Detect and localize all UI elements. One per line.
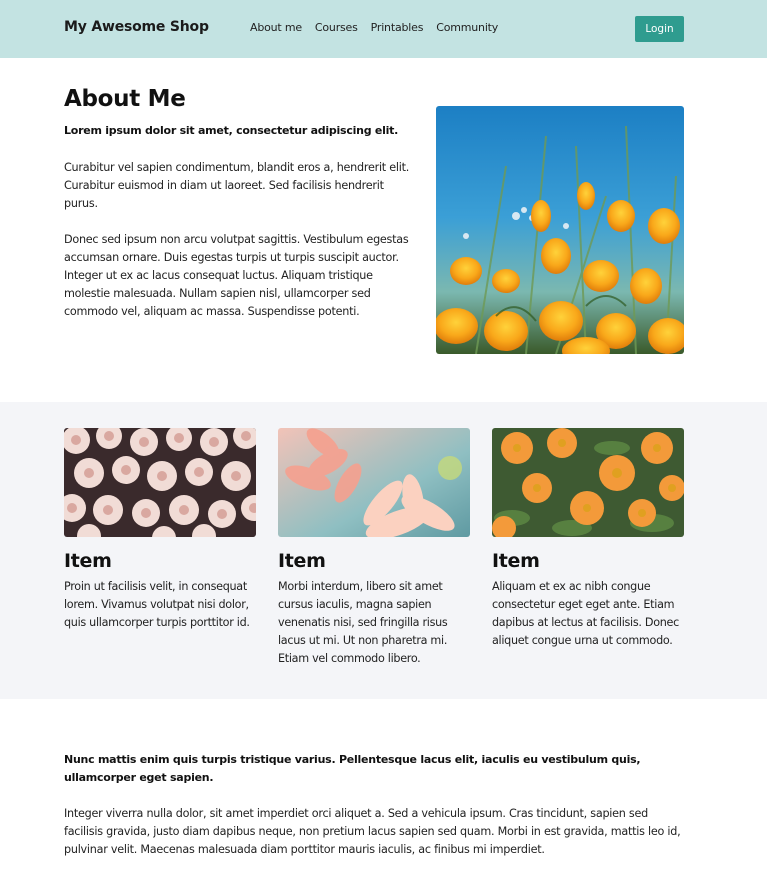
nav-link-courses[interactable]: Courses <box>314 21 358 34</box>
nav-link-community[interactable]: Community <box>436 21 499 34</box>
item-card-1 <box>64 428 256 632</box>
dahlia-photo <box>278 428 470 537</box>
item-title-1: Item <box>64 550 112 572</box>
about-lead-text: Lorem ipsum dolor sit amet, consectetur adipiscing elit. <box>64 124 399 137</box>
poppies-photo <box>436 106 684 354</box>
item-title-2: Item <box>278 550 326 572</box>
item-title-3: Item <box>492 550 540 572</box>
bottom-lead-text: Nunc mattis enim quis turpis tristique varius. Pellentesque lacus elit, iaculis eu vestibulum quis, ullamcorper eget sapien. <box>64 753 641 784</box>
top-navbar <box>0 0 767 58</box>
nav-link-printables[interactable]: Printables <box>370 21 424 34</box>
item-card-2 <box>278 428 470 668</box>
about-section <box>0 58 767 402</box>
nav-link-about-me[interactable]: About me <box>250 21 302 34</box>
about-paragraph-1: Curabitur vel sapien condimentum, blandit eros a, hendrerit elit. Curabitur euismod in diam ut laoreet. Sed facilisis hendrerit purus. <box>64 161 410 210</box>
orange-cosmos-photo <box>492 428 684 537</box>
about-title: About Me <box>64 86 186 112</box>
item-text-1: Proin ut facilisis velit, in consequat lorem. Vivamus volutpat nisi dolor, quis ullamcorper turpis porttitor id. <box>64 580 250 629</box>
items-section <box>0 402 767 699</box>
main-nav <box>250 21 511 34</box>
item-card-3 <box>492 428 684 650</box>
brand-logo-link[interactable]: My Awesome Shop <box>64 19 209 35</box>
item-text-2: Morbi interdum, libero sit amet cursus iaculis, magna sapien venenatis nisi, sed fringilla risus lacus ut mi. Ut non pharetra mi. Etiam vel commodo libero. <box>278 580 448 665</box>
bottom-paragraph: Integer viverra nulla dolor, sit amet imperdiet orci aliquet a. Sed a vehicula ipsum. Cras tincidunt, sapien sed facilisis gravida, justo diam dapibus neque, non pretium lacus sapien sed quam. Morbi in est gravida, mattis leo id, pulvinar velit. Maecenas malesuada diam porttitor mauris iaculis, ac finibus mi imperdiet. <box>64 807 681 856</box>
about-paragraph-2: Donec sed ipsum non arcu volutpat sagittis. Vestibulum egestas accumsan ornare. Duis egestas turpis ut turpis suscipit auctor. Integer ut ex ac lacus consequat luctus. Aliquam tristique molestie malesuada. Nullam sapien nisl, ullamcorper sed commodo vel, aliquam ac massa. Suspendisse potenti. <box>64 233 409 318</box>
chrysanthemums-photo <box>64 428 256 537</box>
item-text-3: Aliquam et ex ac nibh congue consectetur eget eget ante. Etiam dapibus at lectus at facilisis. Donec aliquet congue urna ut commodo. <box>492 580 679 647</box>
bottom-text-section <box>0 699 767 895</box>
login-button[interactable]: Login <box>635 16 684 42</box>
